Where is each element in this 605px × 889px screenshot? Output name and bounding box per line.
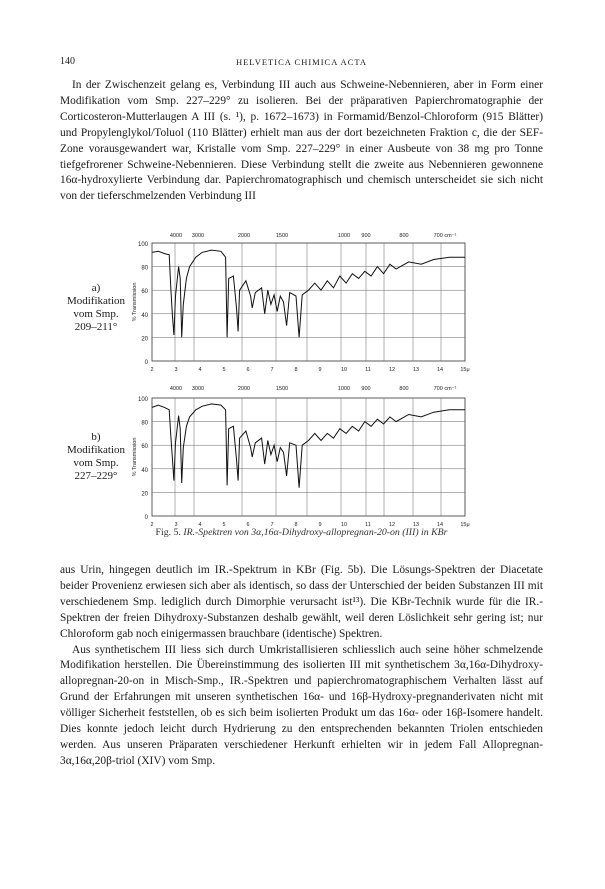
panel-a-line-1: Modifikation bbox=[66, 295, 126, 307]
panel-a-y-tick-label: 80 bbox=[141, 265, 148, 272]
panel-b-top-tick-label: 900 bbox=[361, 386, 371, 392]
panel-a-top-tick-label: 3000 bbox=[191, 233, 205, 239]
panel-b-bottom-tick-label: 6 bbox=[246, 522, 250, 528]
panel-b-top-tick-label: 4000 bbox=[169, 386, 183, 392]
panel-b-bottom-tick-label: 13 bbox=[412, 522, 420, 528]
panel-a-bottom-tick-label: 8 bbox=[294, 367, 298, 373]
panel-b-top-tick-label: 800 bbox=[399, 386, 409, 392]
panel-a-y-tick-label: 40 bbox=[141, 312, 148, 319]
caption-prefix: Fig. 5. bbox=[155, 527, 181, 538]
panel-b-top-tick-label: 1000 bbox=[337, 386, 351, 392]
panel-a-bottom-tick-label: 6 bbox=[246, 367, 250, 373]
panel-b-y-tick-label: 100 bbox=[137, 397, 148, 403]
panel-a-bottom-tick-label: 15μ bbox=[460, 367, 470, 373]
panel-b-bottom-tick-label: 3 bbox=[174, 522, 178, 528]
panel-a-bottom-tick-label: 4 bbox=[198, 367, 202, 373]
panel-b-bottom-tick-label: 14 bbox=[436, 522, 444, 528]
panel-b-top-tick-label: 3000 bbox=[191, 386, 205, 392]
panel-a-y-tick-label: 100 bbox=[137, 242, 148, 248]
panel-b-bottom-tick-label: 7 bbox=[270, 522, 274, 528]
panel-a-y-tick-label: 20 bbox=[141, 336, 148, 343]
panel-b-top-tick-label: 2000 bbox=[237, 386, 251, 392]
panel-b-bottom-tick-label: 11 bbox=[365, 522, 371, 528]
panel-a-top-tick-label: 2000 bbox=[237, 233, 251, 239]
panel-a-bottom-tick-label: 9 bbox=[318, 367, 322, 373]
panel-a-y-tick-label: 60 bbox=[141, 289, 148, 296]
panel-b-bottom-tick-label: 2 bbox=[150, 522, 154, 528]
panel-b-bottom-tick-label: 9 bbox=[318, 522, 322, 528]
panel-b-top-tick-label: 1500 bbox=[275, 386, 289, 392]
panel-b-spectrum-line bbox=[152, 404, 465, 488]
panel-a-y-tick-label: 0 bbox=[144, 360, 148, 366]
panel-b-bottom-tick-label: 5 bbox=[222, 522, 226, 528]
panel-a-top-tick-label: 1500 bbox=[275, 233, 289, 239]
paragraph-2-text: aus Urin, hingegen deutlich im IR.-Spektrum in KBr (Fig. 5b). Die Lösungs-Spektren der Diacetate beider Provenienz erwiesen sich aber als identisch, so dass der Unterschied der beiden Substanzen III mit verschiedenem Smp. lediglich durch Dimorphie verursacht ist¹³). Die KBr-Technik wurde für die IR.-Spektren der freien Dihydroxy-Substanzen deshalb gewählt, weil deren Löslichkeit sehr gering ist; nur Chloroform gab noch einigermassen brauchbare (identische) Spektren. bbox=[60, 564, 543, 640]
panel-b-letter: b) bbox=[91, 431, 101, 443]
panel-a-bottom-tick-label: 3 bbox=[174, 367, 178, 373]
panel-a-bottom-tick-label: 2 bbox=[150, 367, 154, 373]
panel-a-bottom-tick-label: 14 bbox=[436, 367, 444, 373]
panel-a-top-tick-label: 1000 bbox=[337, 233, 351, 239]
panel-a-top-tick-label: 4000 bbox=[169, 233, 183, 239]
panel-b-frame bbox=[152, 398, 465, 516]
panel-a-y-axis-label: % Transmission bbox=[132, 282, 138, 322]
panel-b-y-tick-label: 0 bbox=[144, 515, 148, 521]
panel-a-bottom-tick-label: 10 bbox=[340, 367, 348, 373]
panel-a-bottom-tick-label: 12 bbox=[388, 367, 396, 373]
panel-a-bottom-tick-label: 13 bbox=[412, 367, 420, 373]
panel-a-frame bbox=[152, 243, 465, 361]
panel-b-y-tick-label: 20 bbox=[141, 491, 148, 498]
panel-a-line-2: vom Smp. bbox=[73, 308, 119, 320]
panel-b-line-3: 227–229° bbox=[74, 470, 118, 482]
panel-a-letter: a) bbox=[91, 282, 101, 294]
panel-b-bottom-tick-label: 10 bbox=[340, 522, 348, 528]
panel-a-bottom-tick-label: 11 bbox=[365, 367, 371, 373]
paragraph-1-text: In der Zwischenzeit gelang es, Verbindung III auch aus Schweine-Nebennieren, aber in Form einer Modifikation vom Smp. 227–229° zu isolieren. Bei der präparativen Papierchromatographie der Corticosteron-Mutterlaugen A III (s. ¹), p. 1672–1673) in Formamid/Benzol-Chloroform (915 Blätter) und Propylenglykol/Toluol (110 Blätter) erhielt man aus der dort bezeichneten Fraktion c, die der SEF-Zone vorausgewandert war, Kristalle vom Smp. 227–229° in einer Ausbeute von 38 mg pro Tonne tiefgefrorener Schweine-Nebennieren. Diese Verbindung stellt die zweite aus Nebennieren gewonnene 16α-hydroxylierte Verbindung dar. Papierchromatographisch und chemisch unterscheidet sie sich nicht von der tieferschmelzenden Verbindung III bbox=[60, 79, 543, 203]
page-number: 140 bbox=[60, 56, 75, 67]
panel-a-bottom-tick-label: 7 bbox=[270, 367, 274, 373]
panel-b-bottom-tick-label: 4 bbox=[198, 522, 202, 528]
panel-a-top-tick-label: 800 bbox=[399, 233, 409, 239]
figure-caption bbox=[60, 527, 543, 538]
panel-a-spectrum-line bbox=[152, 250, 465, 337]
panel-a-line-3: 209–211° bbox=[74, 321, 118, 333]
panel-a-bottom-tick-label: 5 bbox=[222, 367, 226, 373]
journal-title: HELVETICA CHIMICA ACTA bbox=[235, 57, 368, 67]
panel-a-top-tick-label: 900 bbox=[361, 233, 371, 239]
panel-b-top-tick-label: 700 cm⁻¹ bbox=[433, 386, 457, 392]
panel-b-y-tick-label: 40 bbox=[141, 467, 148, 474]
panel-b-y-tick-label: 60 bbox=[141, 444, 148, 451]
panel-b-line-2: vom Smp. bbox=[73, 457, 119, 469]
paragraph-continued bbox=[60, 563, 543, 770]
panel-a-top-tick-label: 700 cm⁻¹ bbox=[433, 233, 457, 239]
caption-text: IR.-Spektren von 3α,16α-Dihydroxy-allopregnan-20-on (III) in KBr bbox=[183, 527, 448, 538]
paragraph-3-text: Aus synthetischem III liess sich durch Umkristallisieren schliesslich auch seine höher schmelzende Modifikation herstellen. Die Übereinstimmung des isolierten III mit synthetischem 3α,16α-Dihydroxy-allopregnan-20-on in Misch-Smp., IR.-Spektren und papierchromatographischem Verhalten lässt auf Grund der Erfahrungen mit unseren synthetischen 16α- und 16β-Hydroxy-pregnanderivaten nicht mit völliger Sicherheit feststellen, ob es sich beim isolierten Produkt um das 16α- oder 16β-Isomere handelt. Dies konnte jedoch leicht durch Hydrierung zu den entsprechenden bekannten Triolen entschieden werden. Aus unseren Präparaten verschiedener Herkunft erhielten wir in jedem Fall Allopregnan-3α,16α,20β-triol (XIV) vom Smp. bbox=[60, 643, 543, 767]
panel-b-line-1: Modifikation bbox=[66, 444, 126, 456]
panel-b-bottom-tick-label: 15μ bbox=[460, 522, 470, 528]
panel-b-y-axis-label: % Transmission bbox=[132, 437, 138, 477]
panel-b-bottom-tick-label: 8 bbox=[294, 522, 298, 528]
panel-b-bottom-tick-label: 12 bbox=[388, 522, 396, 528]
panel-b-y-tick-label: 80 bbox=[141, 420, 148, 427]
